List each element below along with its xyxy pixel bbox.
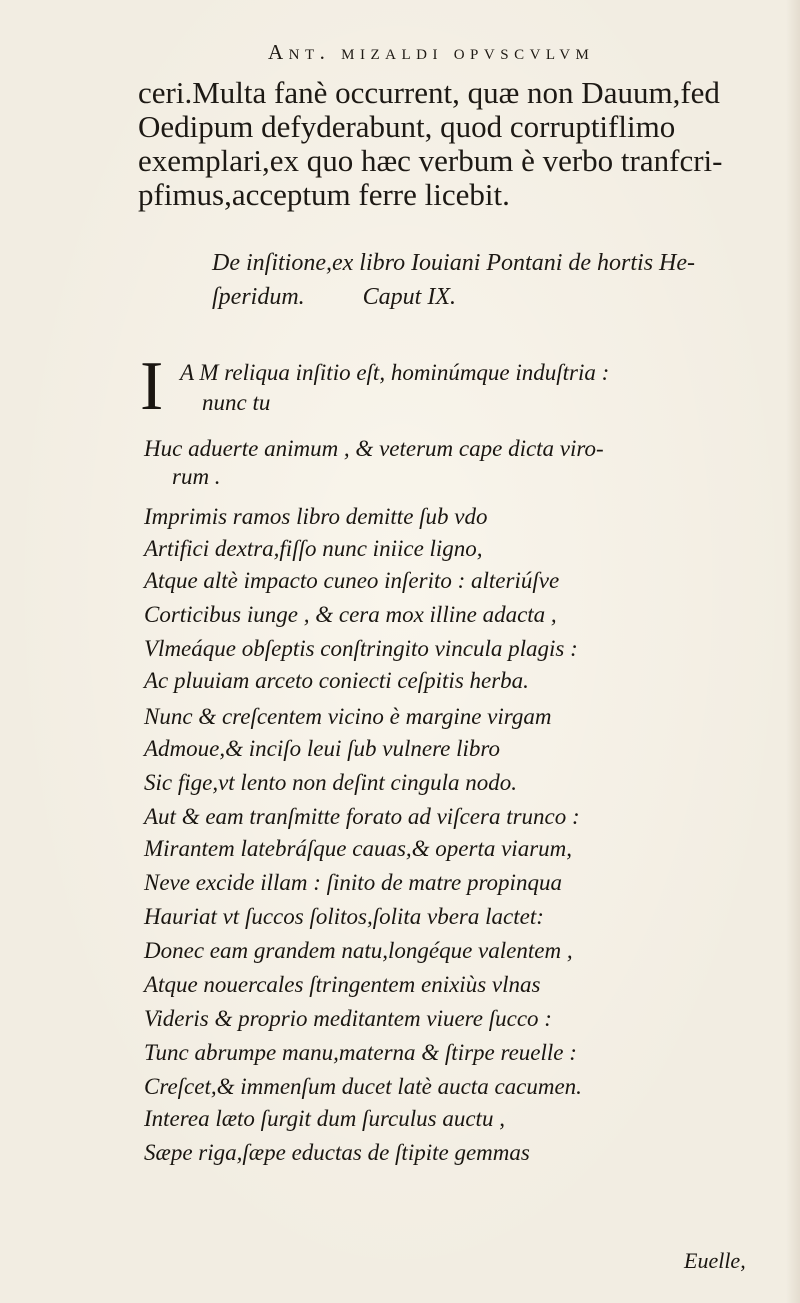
verse-line: Admoue,& inciſo leui ſub vulnere libro bbox=[144, 736, 501, 761]
verse-line: nunc tu bbox=[202, 390, 271, 415]
verse-line: Mirantem latebráſque cauas,& operta viarum, bbox=[144, 836, 573, 861]
verse-line: Aut & eam tranſmitte forato ad viſcera trunco : bbox=[144, 804, 580, 829]
verse-line: Sic fige,vt lento non deſint cingula nodo. bbox=[144, 770, 518, 795]
intro-line: exemplari,ex quo hæc verbum è verbo tranfcri- bbox=[138, 143, 723, 178]
verse-line: Ac pluuiam arceto coniecti ceſpitis herba. bbox=[144, 668, 529, 693]
page-edge-shadow bbox=[786, 0, 800, 1303]
verse-line: Huc aduerte animum , & veterum cape dicta viro- bbox=[144, 436, 604, 461]
chapter-title-end: ſperidum. bbox=[212, 284, 305, 310]
running-head: Ant. mizaldi opvscvlvm bbox=[268, 40, 595, 64]
intro-line: pfimus,acceptum ferre licebit. bbox=[138, 177, 510, 212]
chapter-heading bbox=[212, 246, 772, 314]
chapter-title-line: De inſitione,ex libro Iouiani Pontani de hortis He- bbox=[212, 250, 696, 276]
catchword: Euelle, bbox=[684, 1248, 746, 1273]
verse-line: rum . bbox=[172, 464, 221, 489]
verse-line: A M reliqua inſitio eſt, hominúmque induſtria : bbox=[180, 360, 610, 385]
verse-line: Artifici dextra,fiſſo nunc iniice ligno, bbox=[144, 536, 483, 561]
chapter-title-line bbox=[212, 280, 772, 314]
verse-line: Imprimis ramos libro demitte ſub vdo bbox=[144, 504, 488, 529]
drop-cap: I bbox=[140, 348, 164, 425]
verse-line: Vlmeáque obſeptis conſtringito vincula plagis : bbox=[144, 636, 578, 661]
verse-line: Videris & proprio meditantem viuere ſucco : bbox=[144, 1006, 552, 1031]
intro-line: Oedipum defyderabunt, quod corruptiflimo bbox=[138, 109, 676, 144]
verse-line: Donec eam grandem natu,longéque valentem , bbox=[144, 938, 573, 963]
verse-line: Hauriat vt ſuccos ſolitos,ſolita vbera lactet: bbox=[144, 904, 544, 929]
verse-line: Creſcet,& immenſum ducet latè aucta cacumen. bbox=[144, 1074, 582, 1099]
verse-line: Atque altè impacto cuneo inſerito : alteriúſve bbox=[144, 568, 560, 593]
verse-line: Neve excide illam : ſinito de matre propinqua bbox=[144, 870, 562, 895]
verse-line: Nunc & creſcentem vicino è margine virgam bbox=[144, 704, 552, 729]
verse-line: Atque nouercales ſtringentem enixiùs vlnas bbox=[144, 972, 541, 997]
verse-line: Tunc abrumpe manu,materna & ſtirpe reuelle : bbox=[144, 1040, 577, 1065]
intro-paragraph bbox=[138, 76, 798, 212]
verse-line: Sæpe riga,ſæpe eductas de ſtipite gemmas bbox=[144, 1140, 530, 1165]
chapter-number: Caput IX. bbox=[362, 284, 456, 310]
intro-line: ceri.Multa fanè occurrent, quæ non Dauum,fed bbox=[138, 75, 720, 110]
verse-line: Corticibus iunge , & cera mox illine adacta , bbox=[144, 602, 557, 627]
verse-line: Interea læto ſurgit dum ſurculus auctu , bbox=[144, 1106, 505, 1131]
